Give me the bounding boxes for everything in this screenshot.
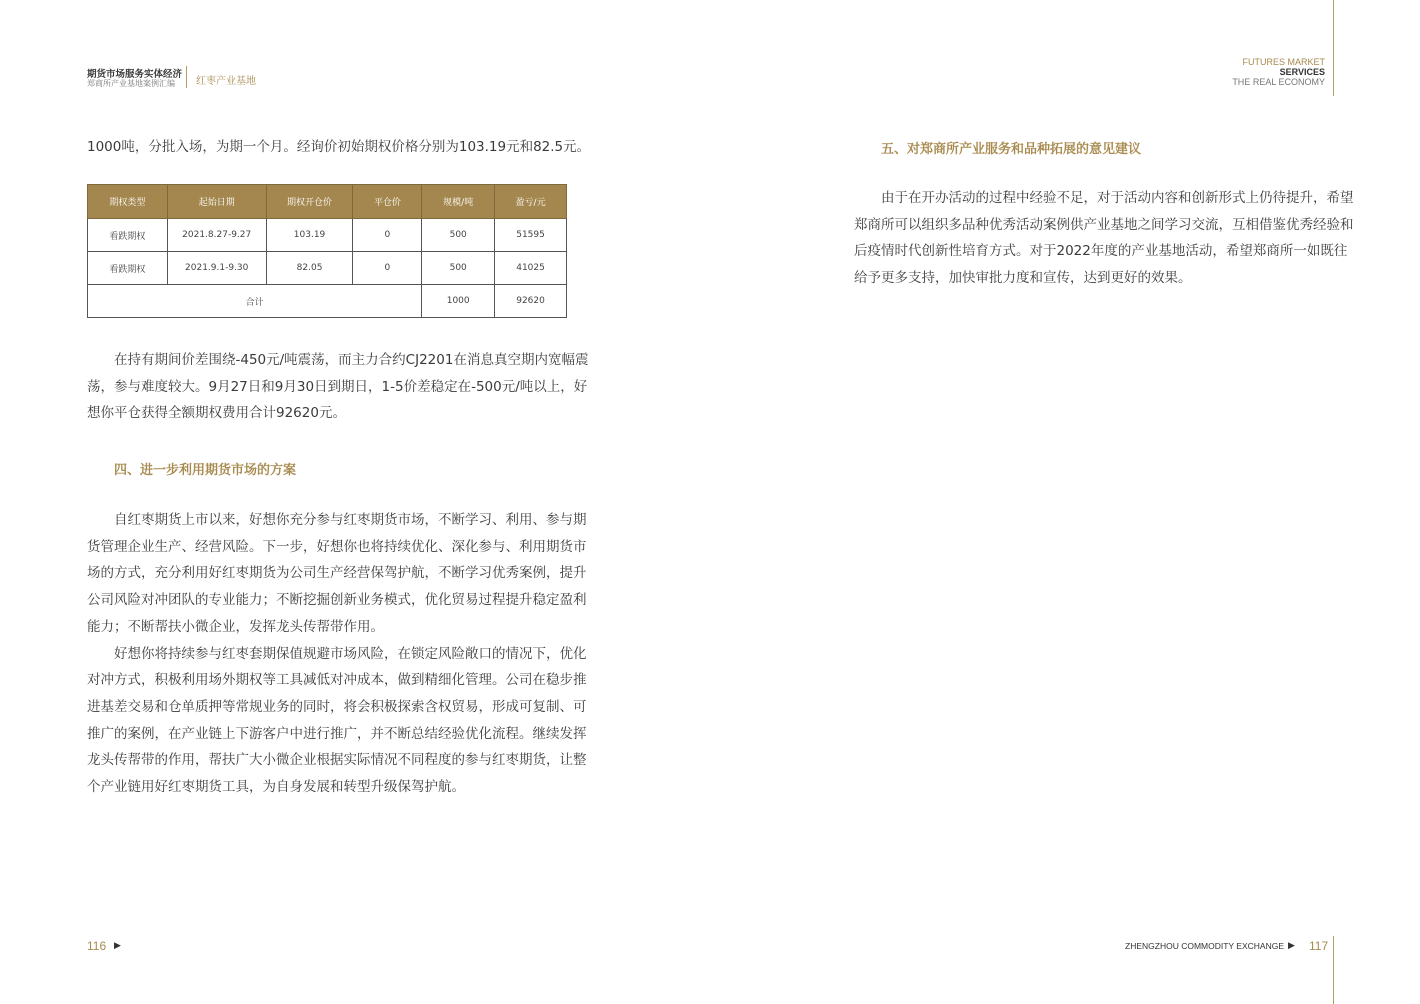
cell-scale: 500 — [422, 252, 495, 285]
cell-scale: 500 — [422, 219, 495, 252]
right-page-number: 117 — [1309, 939, 1329, 953]
paragraph-line: 想你平仓获得全额期权费用合计92620元。 — [87, 405, 346, 422]
paragraph-line: 自红枣期货上市以来，好想你充分参与红枣期货市场，不断学习、利用、参与期 — [114, 512, 587, 528]
col-header-option-type: 期权类型 — [88, 185, 168, 219]
paragraph-line: 进基差交易和仓单质押等常规业务的同时，将会积极探索含权贸易，形成可复制、可 — [87, 698, 587, 715]
paragraph-line: 在持有期间价差围绕-450元/吨震荡，而主力合约CJ2201在消息真空期内宽幅震 — [114, 352, 589, 368]
paragraph-line: 货管理企业生产、经营风险。下一步，好想你也将持续优化、深化参与、利用期货市 — [87, 538, 587, 555]
cell-open-price: 103.19 — [266, 219, 353, 252]
cell-total-pnl: 92620 — [495, 285, 567, 318]
header-publication-subtitle: 郑商所产业基地案例汇编 — [87, 79, 175, 88]
cell-option-type: 看跌期权 — [88, 219, 168, 252]
paragraph-line: 场的方式，充分利用好红枣期货为公司生产经营保驾护航，不断学习优秀案例，提升 — [87, 565, 587, 582]
header-right-tagline — [1232, 57, 1325, 87]
paragraph-line: 给予更多支持，加快审批力度和宣传，达到更好的效果。 — [854, 270, 1192, 287]
paragraph-line: 荡，参与难度较大。9月27日和9月30日到期日，1-5价差稳定在-500元/吨以上，好 — [87, 378, 588, 395]
paragraph-line: 对冲方式，积极利用场外期权等工具减低对冲成本，做到精细化管理。公司在稳步推 — [87, 672, 587, 689]
header-section-name: 红枣产业基地 — [196, 76, 256, 87]
left-page-number: 116 — [87, 939, 107, 953]
cell-pnl: 51595 — [495, 219, 567, 252]
right-edge-rule-top — [1333, 0, 1334, 96]
intro-paragraph — [87, 134, 591, 161]
paragraph-line: 郑商所可以组织多品种优秀活动案例供产业基地之间学习交流，互相借鉴优秀经验和 — [854, 216, 1354, 233]
table-row — [88, 252, 567, 285]
holding-period-paragraph — [87, 347, 589, 427]
table-total-row — [88, 285, 567, 318]
cell-close-price: 0 — [353, 252, 422, 285]
tagline-line-1: FUTURES MARKET — [1242, 57, 1325, 67]
section-heading-4: 四、进一步利用期货市场的方案 — [114, 463, 297, 478]
options-table — [87, 184, 567, 318]
col-header-open-price: 期权开仓价 — [266, 185, 353, 219]
col-header-start-date: 起始日期 — [167, 185, 266, 219]
next-arrow-icon: ▶ — [1288, 941, 1295, 951]
paragraph-line: 公司风险对冲团队的专业能力；不断挖掘创新业务模式，优化贸易过程提升稳定盈利 — [87, 592, 587, 609]
paragraph-line: 个产业链用好红枣期货工具，为自身发展和转型升级保驾护航。 — [87, 779, 465, 796]
section-heading-5: 五、对郑商所产业服务和品种拓展的意见建议 — [881, 142, 1142, 157]
intro-line: 1000吨，分批入场，为期一个月。经询价初始期权价格分别为103.19元和82.5元。 — [87, 139, 591, 155]
col-header-close-price: 平仓价 — [353, 185, 422, 219]
tagline-line-3: THE REAL ECONOMY — [1232, 77, 1325, 87]
cell-start-date: 2021.8.27-9.27 — [167, 219, 266, 252]
header-divider — [186, 66, 187, 88]
cell-total-label: 合计 — [88, 285, 422, 318]
next-arrow-icon: ▶ — [114, 941, 121, 951]
cell-total-scale: 1000 — [422, 285, 495, 318]
col-header-scale: 规模/吨 — [422, 185, 495, 219]
table-header-row — [88, 185, 567, 219]
right-edge-rule-bottom — [1333, 936, 1334, 1004]
suggestions-paragraph — [854, 185, 1354, 292]
cell-close-price: 0 — [353, 219, 422, 252]
paragraph-line: 后疫情时代创新性培育方式。对于2022年度的产业基地活动，希望郑商所一如既往 — [854, 243, 1348, 260]
cell-start-date: 2021.9.1-9.30 — [167, 252, 266, 285]
cell-pnl: 41025 — [495, 252, 567, 285]
futures-plan-paragraph — [87, 507, 587, 801]
col-header-pnl: 盈亏/元 — [495, 185, 567, 219]
paragraph-line: 能力；不断帮扶小微企业，发挥龙头传帮带作用。 — [87, 618, 384, 635]
paragraph-line: 推广的案例，在产业链上下游客户中进行推广，并不断总结经验优化流程。继续发挥 — [87, 725, 587, 742]
paragraph-line: 龙头传帮带的作用，帮扶广大小微企业根据实际情况不同程度的参与红枣期货，让整 — [87, 752, 587, 769]
table-row — [88, 219, 567, 252]
footer-exchange-name: ZHENGZHOU COMMODITY EXCHANGE — [1125, 941, 1284, 951]
header-publication-title: 期货市场服务实体经济 — [87, 69, 183, 80]
paragraph-line: 好想你将持续参与红枣套期保值规避市场风险，在锁定风险敞口的情况下，优化 — [114, 645, 587, 662]
cell-open-price: 82.05 — [266, 252, 353, 285]
cell-option-type: 看跌期权 — [88, 252, 168, 285]
tagline-line-2: SERVICES — [1279, 67, 1325, 77]
paragraph-line: 由于在开办活动的过程中经验不足，对于活动内容和创新形式上仍待提升，希望 — [881, 190, 1354, 206]
